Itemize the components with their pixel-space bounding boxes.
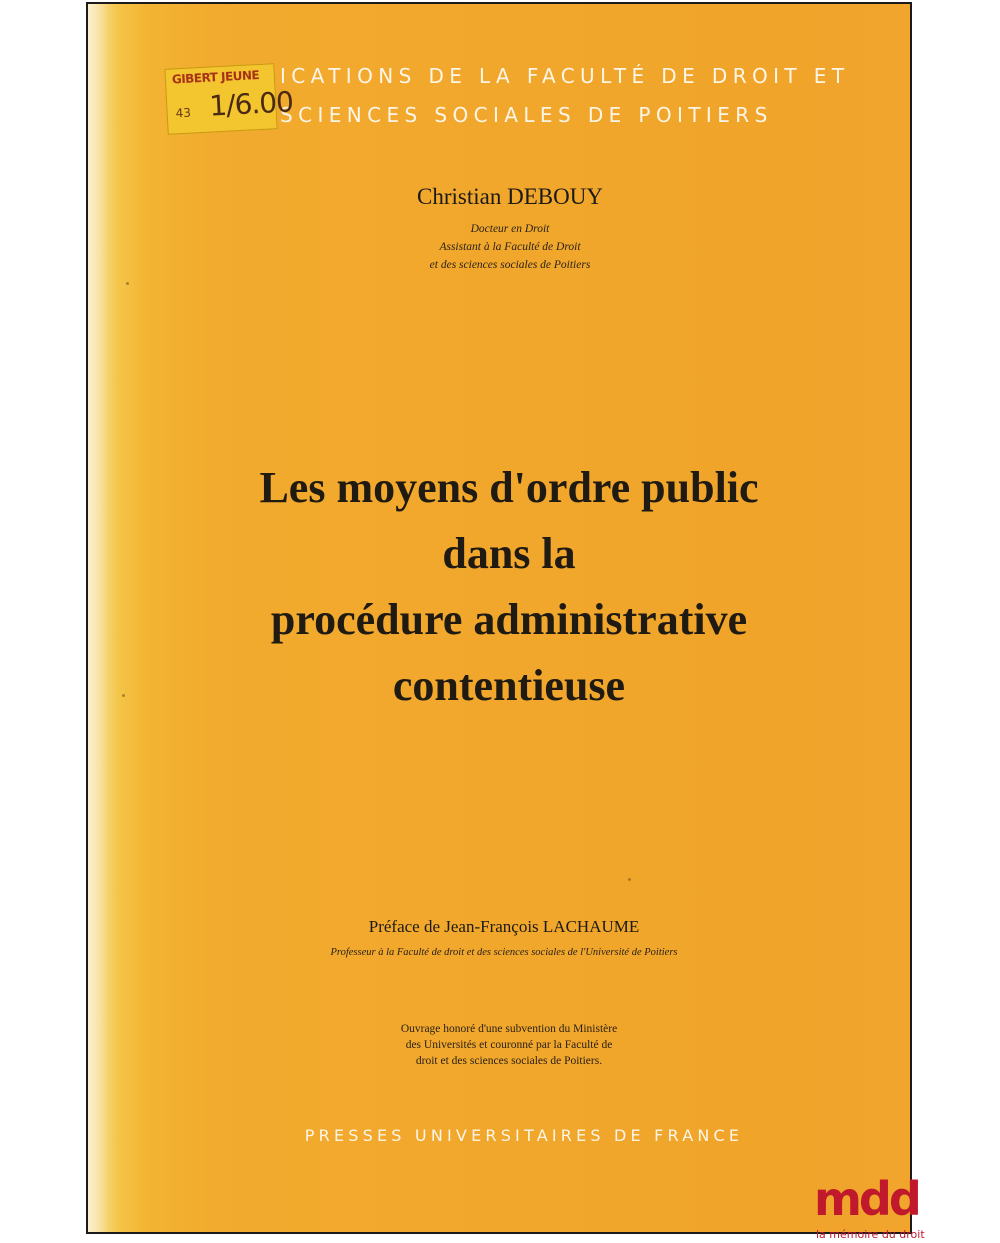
honor-line: Ouvrage honoré d'une subvention du Ministère <box>400 1023 618 1035</box>
speck <box>126 282 129 285</box>
author-name: Christian DEBOUY <box>417 184 603 209</box>
price-sticker <box>164 63 294 135</box>
honor-note <box>0 1021 1000 1069</box>
logo-mark: mdd <box>814 1172 919 1226</box>
series-line-1: ICATIONS DE LA FACULTÉ DE DROIT ET <box>280 64 850 88</box>
title-line: Les moyens d'ordre public <box>259 463 759 512</box>
credential-line: Assistant à la Faculté de Droit <box>439 241 581 253</box>
mdd-logo <box>810 1172 1000 1243</box>
credential-line: Docteur en Droit <box>470 223 550 235</box>
sticker-price: 1/6.00 <box>208 85 294 123</box>
speck <box>628 878 631 881</box>
title-line: dans la <box>442 529 576 578</box>
preface-author-role: Professeur à la Faculté de droit et des sciences sociales de l'Université de Poitiers <box>330 947 678 958</box>
book-title <box>0 455 1000 719</box>
honor-line: droit et des sciences sociales de Poitiers. <box>415 1055 603 1067</box>
sticker-code: 43 <box>175 105 192 121</box>
author-credentials <box>0 220 1000 274</box>
sticker-brand: GIBERT JEUNE <box>171 67 260 87</box>
credential-line: et des sciences sociales de Poitiers <box>429 259 591 271</box>
title-line: contentieuse <box>392 661 626 710</box>
preface-credit: Préface de Jean-François LACHAUME <box>368 917 640 936</box>
honor-line: des Universités et couronné par la Faculté de <box>405 1039 613 1051</box>
publisher-name: PRESSES UNIVERSITAIRES DE FRANCE <box>304 1126 744 1145</box>
title-line: procédure administrative <box>270 595 748 644</box>
series-line-2: SCIENCES SOCIALES DE POITIERS <box>280 103 773 127</box>
logo-tagline: la mémoire du droit <box>816 1228 925 1241</box>
